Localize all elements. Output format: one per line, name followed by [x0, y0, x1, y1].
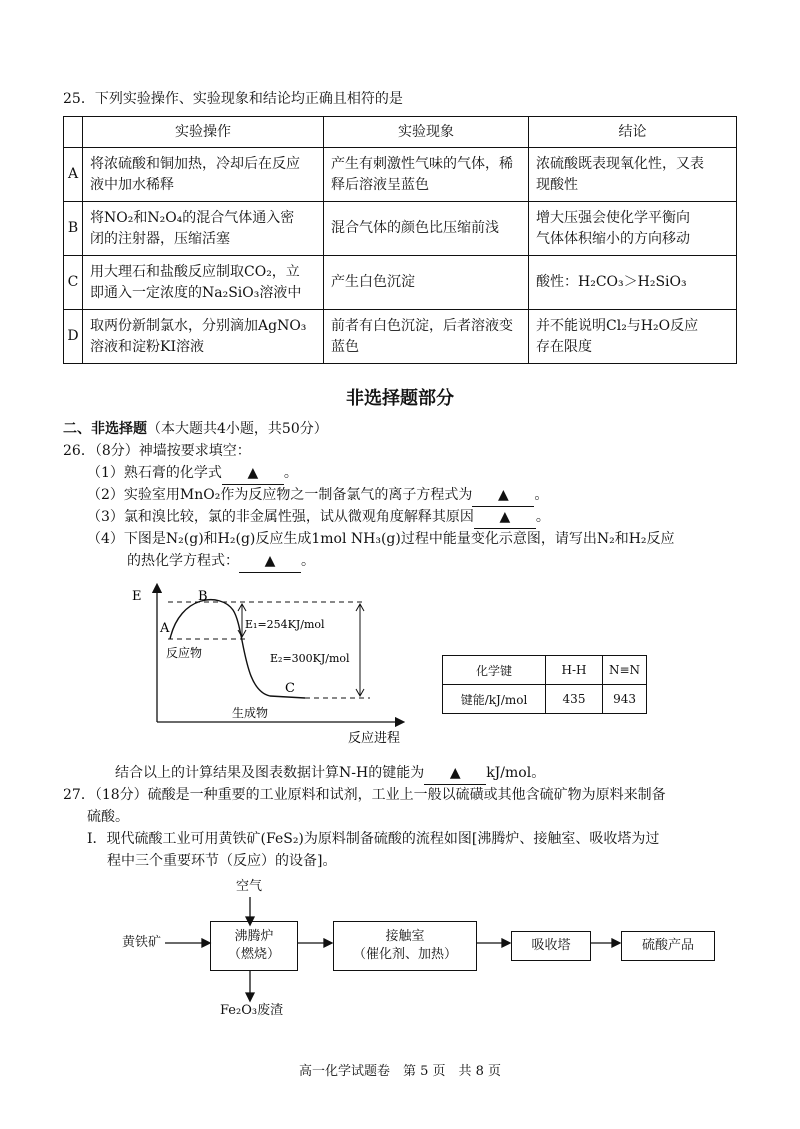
bond-cell: 943: [603, 685, 647, 714]
q26-item-2: [87, 484, 548, 507]
y-axis-label: E: [132, 589, 142, 604]
point-a-label: A: [160, 621, 170, 636]
answer-blank[interactable]: ▲: [472, 484, 534, 507]
cell-operation-line: 闭的注射器，压缩活塞: [90, 230, 230, 247]
part2-tail: （本大题共4小题，共50分）: [147, 421, 328, 437]
bond-header: N≡N: [603, 656, 647, 685]
cell-phenomenon-line: 前者有白色沉淀，后者溶液变: [331, 317, 513, 334]
period: 。: [535, 509, 550, 525]
table-row: [443, 656, 647, 685]
flow-air-label: 空气: [236, 879, 263, 894]
part2-head: 二、非选择题: [63, 421, 147, 437]
cell-conclusion-line: 浓硫酸既表现氧化性，又表: [536, 155, 704, 172]
flow-box-absorber: [511, 931, 591, 961]
table-row: [64, 256, 737, 310]
option-label: A: [64, 148, 83, 202]
energy-diagram: [120, 580, 420, 750]
q26-item-4b: [127, 550, 315, 573]
flow-box-title: 接触室: [385, 929, 425, 944]
table-header-row: [64, 117, 737, 148]
q25-table: [63, 116, 737, 364]
section-title: 非选择题部分: [346, 388, 454, 409]
q27-line-4: 程中三个重要环节（反应）的设备]。: [107, 853, 337, 869]
table-row: [64, 148, 737, 202]
point-c-label: C: [285, 681, 295, 696]
cell-conclusion-line: 并不能说明Cl₂与H₂O反应: [536, 317, 699, 334]
q26-calc-unit: kJ/mol。: [486, 765, 546, 781]
q26-item-4b-text: 的热化学方程式：: [127, 553, 239, 569]
cell-phenomenon-line: 蓝色: [331, 338, 359, 355]
q27-line-3: I．现代硫酸工业可用黄铁矿(FeS₂)为原料制备硫酸的流程如图[沸腾炉、接触室、吸收塔为过: [87, 831, 660, 847]
flow-box-title: 沸腾炉: [234, 929, 274, 944]
flow-box-furnace: [210, 921, 298, 971]
e2-label: E₂=300KJ/mol: [270, 652, 350, 665]
answer-blank[interactable]: ▲: [239, 550, 301, 573]
point-b-label: B: [198, 589, 208, 604]
option-label: D: [64, 310, 83, 364]
flow-feed-label: 黄铁矿: [122, 935, 162, 950]
cell-operation-line: 取两份新制氯水，分别滴加AgNO₃: [90, 317, 307, 334]
flow-box-title: 吸收塔: [531, 938, 571, 953]
bond-header: 化学键: [443, 656, 546, 685]
flow-box-sub: （催化剂、加热）: [352, 947, 457, 962]
x-axis-label: 反应进程: [348, 731, 401, 746]
q25-stem: 25．下列实验操作、实验现象和结论均正确且相符的是: [63, 91, 403, 107]
flow-box-title: 硫酸产品: [641, 938, 694, 953]
cell-operation-line: 液中加水稀释: [90, 176, 174, 193]
page-footer: 高一化学试题卷 第 5 页 共 8 页: [298, 1064, 502, 1079]
cell-operation-line: 溶液和淀粉KI溶液: [90, 338, 204, 355]
answer-blank[interactable]: ▲: [424, 762, 486, 785]
cell-phenomenon-line: 释后溶液呈蓝色: [331, 176, 429, 193]
cell-conclusion-line: 现酸性: [536, 176, 578, 193]
answer-blank[interactable]: ▲: [222, 462, 284, 485]
cell-operation-line: 将NO₂和N₂O₄的混合气体通入密: [90, 209, 295, 226]
flow-waste-label: Fe₂O₃废渣: [220, 1003, 284, 1018]
cell-conclusion-line: 气体体积缩小的方向移动: [536, 230, 690, 247]
bond-cell: 435: [546, 685, 603, 714]
flow-box-contact: [333, 921, 477, 971]
q26-item-2-text: （2）实验室用MnO₂作为反应物之一制备氯气的离子方程式为: [87, 487, 473, 503]
cell-phenomenon-line: 混合气体的颜色比压缩前浅: [331, 220, 499, 236]
cell-conclusion-line: 酸性：H₂CO₃＞H₂SiO₃: [536, 274, 687, 290]
q26-stem: 26．（8分）神墙按要求填空：: [63, 443, 251, 459]
table-row: [443, 685, 647, 714]
flow-box-sub: （燃烧）: [227, 947, 280, 962]
cell-conclusion-line: 存在限度: [536, 338, 592, 355]
header-phenomenon: 实验现象: [324, 117, 529, 148]
header-conclusion: 结论: [529, 117, 737, 148]
option-label: C: [64, 256, 83, 310]
q26-calc: [115, 762, 545, 785]
e1-label: E₁=254KJ/mol: [245, 618, 325, 631]
cell-operation-line: 即通入一定浓度的Na₂SiO₃溶液中: [90, 284, 302, 301]
cell-operation-line: 将浓硫酸和铜加热，冷却后在反应: [90, 155, 300, 172]
period: 。: [534, 487, 549, 503]
product-label: 生成物: [232, 706, 269, 720]
q26-item-3-text: （3）氯和溴比较，氯的非金属性强，试从微观角度解释其原因: [87, 509, 474, 525]
period: 。: [283, 465, 298, 481]
q26-item-1-text: （1）熟石膏的化学式: [87, 465, 222, 481]
q26-calc-text: 结合以上的计算结果及图表数据计算N-H的键能为: [115, 765, 425, 781]
q26-item-4a: （4）下图是N₂(g)和H₂(g)反应生成1mol NH₃(g)过程中能量变化示意图，请写出N₂和H₂反应: [87, 531, 675, 547]
cell-conclusion-line: 增大压强会使化学平衡向: [536, 209, 690, 226]
cell-phenomenon-line: 产生有刺激性气味的气体，稀: [331, 155, 513, 172]
answer-blank[interactable]: ▲: [474, 506, 536, 529]
flow-box-product: [621, 931, 715, 961]
bond-energy-table: [442, 655, 647, 714]
q26-item-1: [87, 462, 298, 485]
q27-line-2: 硫酸。: [87, 809, 129, 825]
option-label: B: [64, 202, 83, 256]
table-row: [64, 202, 737, 256]
part2-heading: [63, 418, 328, 440]
q26-item-3: [87, 506, 550, 529]
cell-operation-line: 用大理石和盐酸反应制取CO₂，立: [90, 263, 300, 280]
bond-header: H-H: [546, 656, 603, 685]
bond-cell: 键能/kJ/mol: [443, 685, 546, 714]
q27-line-1: 27．（18分）硫酸是一种重要的工业原料和试剂，工业上一般以硫磺或其他含硫矿物为原料来制备: [63, 787, 666, 803]
reactant-label: 反应物: [166, 646, 203, 660]
period: 。: [301, 553, 315, 569]
cell-phenomenon-line: 产生白色沉淀: [331, 274, 415, 290]
table-row: [64, 310, 737, 364]
header-operation: 实验操作: [83, 117, 324, 148]
